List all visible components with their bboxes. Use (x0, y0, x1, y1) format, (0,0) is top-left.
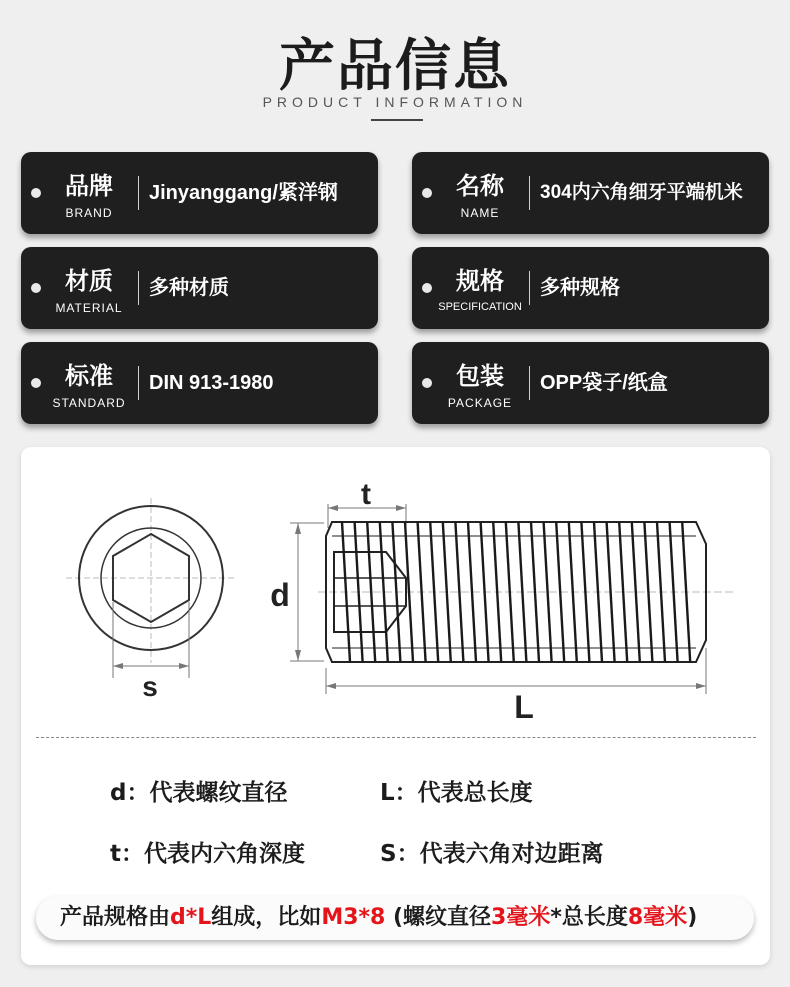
spec-label-en: SPECIFICATION (438, 301, 522, 313)
example-formula: d*L (170, 905, 212, 930)
spec-value: Jinyanggang/紧洋钢 (149, 182, 338, 204)
page-subtitle: PRODUCT INFORMATION (262, 94, 528, 110)
title-underline (371, 119, 423, 121)
dimension-label-s: s (142, 671, 158, 702)
bullet-icon (31, 283, 41, 293)
legend-d: d：代表螺纹直径 (110, 780, 288, 806)
spec-label-en: PACKAGE (447, 396, 513, 410)
page-title: 产品信息 (279, 34, 511, 99)
dimension-label-t: t (361, 478, 371, 511)
divider (529, 271, 530, 305)
bullet-icon (422, 188, 432, 198)
spec-card-standard (21, 342, 378, 424)
spec-value: 多种规格 (540, 277, 620, 299)
bullet-icon (31, 378, 41, 388)
spec-label: 名称 (456, 172, 504, 200)
example-text-1: 产品规格由 (60, 905, 171, 930)
example-text-3: (螺纹直径 (385, 905, 492, 930)
example-diameter: 3毫米 (491, 905, 551, 930)
spec-label: 品牌 (65, 172, 113, 200)
divider (138, 271, 139, 305)
legend-t: t：代表内六角深度 (110, 841, 305, 867)
legend-s: S：代表六角对边距离 (380, 841, 604, 867)
end-view-drawing (56, 478, 246, 710)
side-view-drawing (268, 478, 738, 726)
example-size: M3*8 (321, 905, 386, 930)
spec-label-en: STANDARD (52, 396, 126, 410)
spec-card-specification (412, 247, 769, 329)
example-text (60, 896, 697, 940)
divider (529, 366, 530, 400)
spec-label-en: BRAND (65, 206, 113, 220)
spec-value: OPP袋子/纸盒 (540, 372, 668, 394)
spec-label: 规格 (456, 267, 504, 295)
bullet-icon (422, 283, 432, 293)
dimension-label-L: L (514, 689, 534, 725)
bullet-icon (31, 188, 41, 198)
spec-label: 标准 (65, 362, 113, 390)
spec-value: 多种材质 (149, 277, 229, 299)
divider (138, 176, 139, 210)
spec-label: 材质 (65, 267, 113, 295)
divider (138, 366, 139, 400)
divider (529, 176, 530, 210)
section-divider (36, 737, 756, 738)
spec-card-name (412, 152, 769, 234)
spec-card-brand (21, 152, 378, 234)
example-text-5: ) (687, 905, 698, 930)
spec-value: 304内六角细牙平端机米 (540, 182, 743, 203)
spec-label: 包装 (456, 362, 504, 390)
example-text-2: 组成，比如 (211, 905, 322, 930)
spec-label-en: MATERIAL (55, 301, 123, 315)
example-length: 8毫米 (627, 905, 688, 930)
legend-L: L：代表总长度 (380, 780, 533, 806)
spec-card-package (412, 342, 769, 424)
bullet-icon (422, 378, 432, 388)
spec-label-en: NAME (460, 206, 500, 220)
spec-card-material (21, 247, 378, 329)
dimension-label-d: d (270, 577, 290, 613)
spec-value: DIN 913-1980 (149, 372, 274, 394)
example-text-4: *总长度 (550, 905, 628, 930)
